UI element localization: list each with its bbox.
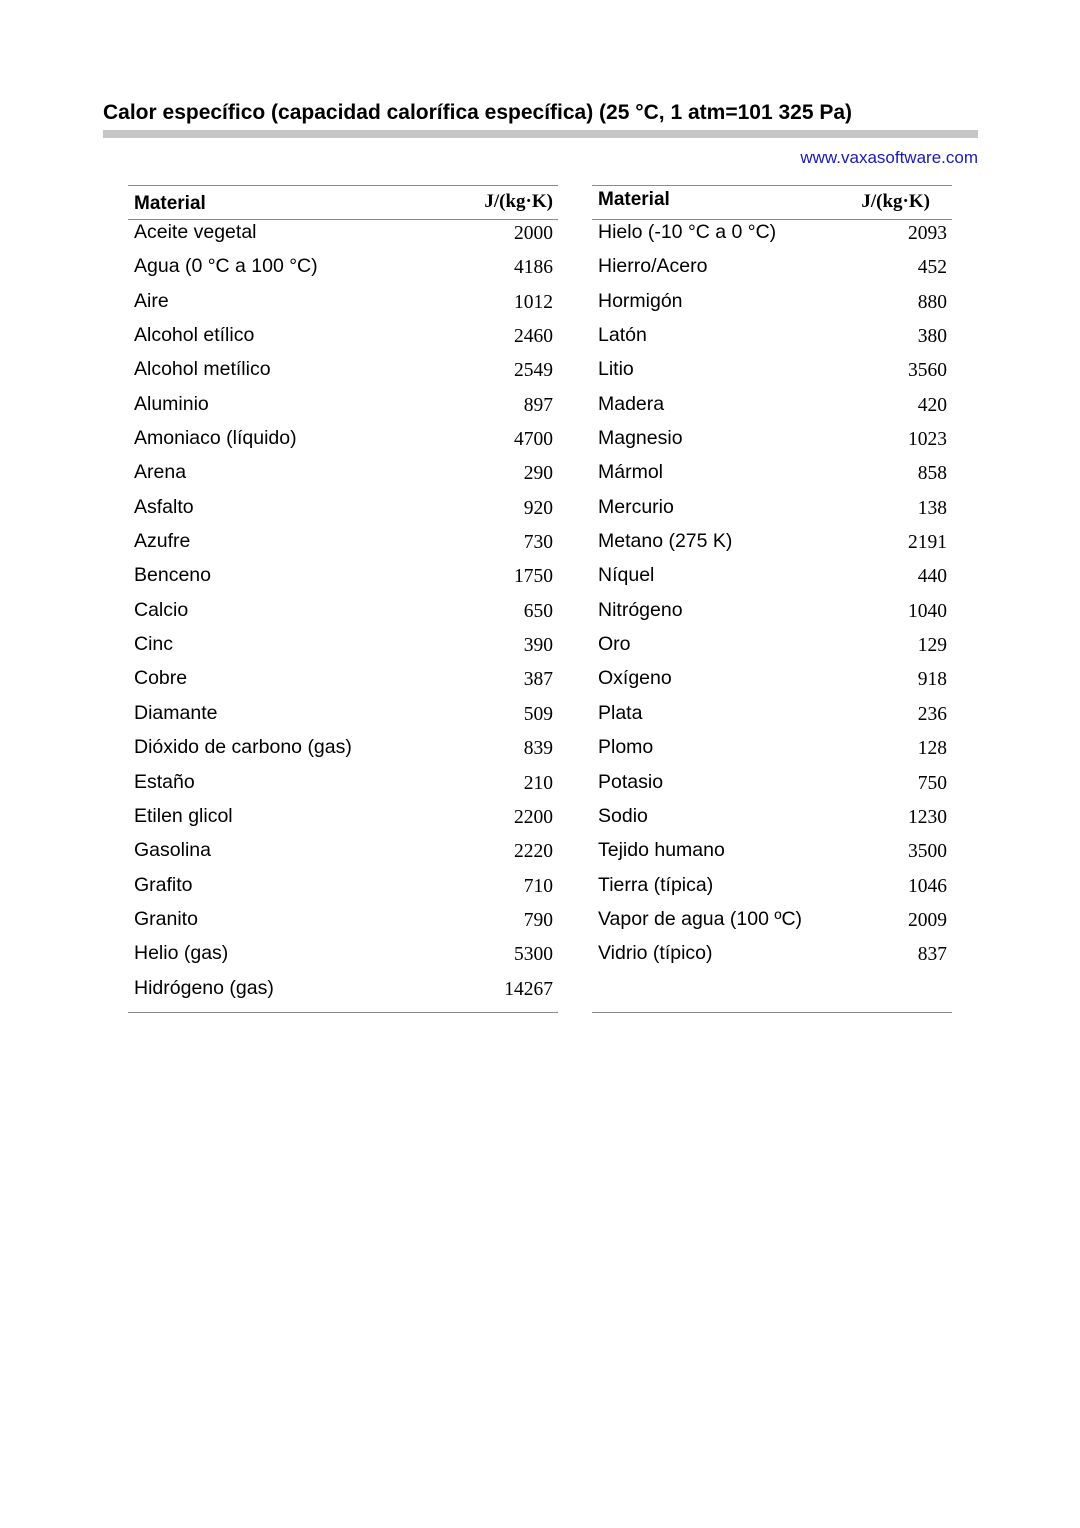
- table-row: [128, 495, 558, 529]
- specific-heat-value: 2220: [514, 841, 553, 863]
- specific-heat-value: 4186: [514, 257, 553, 279]
- material-name: Tejido humano: [598, 839, 725, 862]
- table-row: [592, 254, 952, 288]
- table-row: [592, 323, 952, 357]
- specific-heat-value: 138: [917, 497, 947, 519]
- material-name: Amoniaco (líquido): [134, 427, 297, 450]
- table-row: [592, 598, 952, 632]
- specific-heat-table-left: [128, 185, 558, 1013]
- material-name: Oro: [598, 633, 631, 656]
- specific-heat-value: 897: [523, 394, 553, 416]
- material-name: Madera: [598, 392, 665, 415]
- material-name: Latón: [598, 324, 647, 347]
- table-row: [128, 563, 558, 597]
- material-name: Grafito: [134, 873, 193, 896]
- material-name: Sodio: [598, 804, 648, 827]
- specific-heat-value: 920: [523, 497, 553, 519]
- specific-heat-value: 837: [917, 944, 947, 966]
- specific-heat-value: 1012: [514, 291, 553, 313]
- material-name: Níquel: [598, 564, 655, 587]
- specific-heat-value: 710: [523, 875, 553, 897]
- table-body: [592, 220, 952, 1012]
- table-row: [128, 976, 558, 1010]
- specific-heat-value: 440: [917, 566, 947, 588]
- material-name: Vidrio (típico): [598, 942, 713, 965]
- material-name: Alcohol metílico: [134, 358, 271, 381]
- material-name: Benceno: [134, 564, 211, 587]
- table-row: [592, 563, 952, 597]
- title-divider: [103, 130, 978, 138]
- table-row: [128, 666, 558, 700]
- material-name: Estaño: [134, 770, 195, 793]
- specific-heat-value: 2000: [514, 223, 553, 244]
- specific-heat-value: 1023: [908, 429, 947, 451]
- table-row: [128, 323, 558, 357]
- material-name: Cobre: [134, 667, 188, 690]
- table-row: [128, 254, 558, 288]
- material-name: Dióxido de carbono (gas): [134, 736, 352, 759]
- table-body: [128, 220, 558, 1012]
- specific-heat-value: 4700: [514, 429, 553, 451]
- specific-heat-value: 236: [917, 703, 947, 725]
- table-row: [128, 529, 558, 563]
- website-link[interactable]: www.vaxasoftware.com: [800, 148, 978, 167]
- material-name: Hierro/Acero: [598, 255, 708, 278]
- material-name: Arena: [134, 461, 187, 484]
- specific-heat-value: 290: [523, 463, 553, 485]
- table-row: [592, 426, 952, 460]
- specific-heat-value: 390: [523, 635, 553, 657]
- column-header-material: Material: [598, 189, 670, 210]
- material-name: Aceite vegetal: [134, 221, 257, 243]
- specific-heat-value: 452: [917, 257, 947, 279]
- specific-heat-value: 750: [917, 772, 947, 794]
- specific-heat-value: 14267: [504, 978, 553, 1000]
- column-header-material: Material: [134, 193, 206, 214]
- material-name: Plata: [598, 701, 643, 724]
- specific-heat-value: 3560: [908, 360, 947, 382]
- material-name: Nitrógeno: [598, 598, 683, 621]
- table-row: [128, 220, 558, 254]
- table-row: [592, 666, 952, 700]
- table-row: [592, 701, 952, 735]
- table-row: [592, 873, 952, 907]
- material-name: Potasio: [598, 770, 664, 793]
- material-name: Hielo (-10 °C a 0 °C): [598, 221, 777, 243]
- specific-heat-value: 2200: [514, 806, 553, 828]
- material-name: Aire: [134, 289, 169, 312]
- material-name: Calcio: [134, 598, 189, 621]
- material-name: Etilen glicol: [134, 804, 233, 827]
- specific-heat-value: 380: [917, 326, 947, 348]
- material-name: Tierra (típica): [598, 873, 714, 896]
- specific-heat-value: 918: [917, 669, 947, 691]
- table-header: [592, 186, 952, 220]
- table-row: [592, 941, 952, 975]
- specific-heat-value: 2460: [514, 326, 553, 348]
- table-row: [592, 735, 952, 769]
- table-row: [128, 289, 558, 323]
- material-name: Helio (gas): [134, 942, 229, 965]
- specific-heat-value: 730: [523, 532, 553, 554]
- material-name: Asfalto: [134, 495, 194, 518]
- table-row: [128, 357, 558, 391]
- table-row: [592, 632, 952, 666]
- material-name: Agua (0 °C a 100 °C): [134, 255, 318, 278]
- specific-heat-value: 1230: [908, 806, 947, 828]
- table-row: [592, 907, 952, 941]
- page-title: Calor específico (capacidad calorífica específica) (25 °C, 1 atm=101 325 Pa): [103, 101, 853, 124]
- specific-heat-value: 5300: [514, 944, 553, 966]
- material-name: Hormigón: [598, 289, 683, 312]
- table-header: [128, 186, 558, 220]
- specific-heat-value: 128: [917, 738, 947, 760]
- specific-heat-value: 1040: [908, 600, 947, 622]
- material-name: Hidrógeno (gas): [134, 976, 274, 999]
- table-row: [128, 941, 558, 975]
- table-row: [592, 460, 952, 494]
- material-name: Cinc: [134, 633, 174, 656]
- specific-heat-value: 2191: [908, 532, 947, 554]
- material-name: Diamante: [134, 701, 218, 724]
- column-header-unit: J/(kg·K): [484, 191, 553, 212]
- material-name: Litio: [598, 358, 634, 381]
- table-row: [592, 495, 952, 529]
- specific-heat-value: 858: [917, 463, 947, 485]
- specific-heat-value: 880: [917, 291, 947, 313]
- table-row: [128, 598, 558, 632]
- material-name: Vapor de agua (100 ºC): [598, 907, 803, 930]
- table-row: [128, 460, 558, 494]
- material-name: Oxígeno: [598, 667, 672, 690]
- material-name: Mármol: [598, 461, 664, 484]
- specific-heat-value: 839: [523, 738, 553, 760]
- specific-heat-value: 2093: [908, 223, 947, 244]
- table-row: [128, 770, 558, 804]
- specific-heat-value: 387: [523, 669, 553, 691]
- specific-heat-value: 1750: [514, 566, 553, 588]
- table-row: [592, 770, 952, 804]
- column-header-unit: J/(kg·K): [861, 191, 930, 212]
- material-name: Azufre: [134, 530, 191, 553]
- table-row: [128, 907, 558, 941]
- specific-heat-value: 509: [523, 703, 553, 725]
- specific-heat-value: 790: [523, 909, 553, 931]
- material-name: Mercurio: [598, 495, 674, 518]
- material-name: Alcohol etílico: [134, 324, 255, 347]
- table-row: [128, 701, 558, 735]
- table-row: [592, 357, 952, 391]
- table-row: [592, 804, 952, 838]
- material-name: Aluminio: [134, 392, 209, 415]
- table-row: [592, 529, 952, 563]
- material-name: Granito: [134, 907, 198, 930]
- material-name: Magnesio: [598, 427, 683, 450]
- table-row: [128, 804, 558, 838]
- material-name: Plomo: [598, 736, 654, 759]
- specific-heat-value: 210: [523, 772, 553, 794]
- specific-heat-table-right: [592, 185, 952, 1013]
- table-row: [128, 838, 558, 872]
- table-row: [592, 838, 952, 872]
- table-row: [592, 220, 952, 254]
- material-name: Metano (275 K): [598, 530, 733, 553]
- table-row: [592, 392, 952, 426]
- specific-heat-value: 420: [917, 394, 947, 416]
- table-row: [128, 632, 558, 666]
- empty-row: [592, 976, 952, 1010]
- table-row: [128, 392, 558, 426]
- specific-heat-value: 2549: [514, 360, 553, 382]
- table-row: [128, 426, 558, 460]
- table-row: [128, 735, 558, 769]
- table-row: [128, 873, 558, 907]
- specific-heat-value: 3500: [908, 841, 947, 863]
- specific-heat-value: 129: [917, 635, 947, 657]
- specific-heat-value: 2009: [908, 909, 947, 931]
- material-name: Gasolina: [134, 839, 211, 862]
- table-row: [592, 289, 952, 323]
- specific-heat-value: 1046: [908, 875, 947, 897]
- specific-heat-value: 650: [523, 600, 553, 622]
